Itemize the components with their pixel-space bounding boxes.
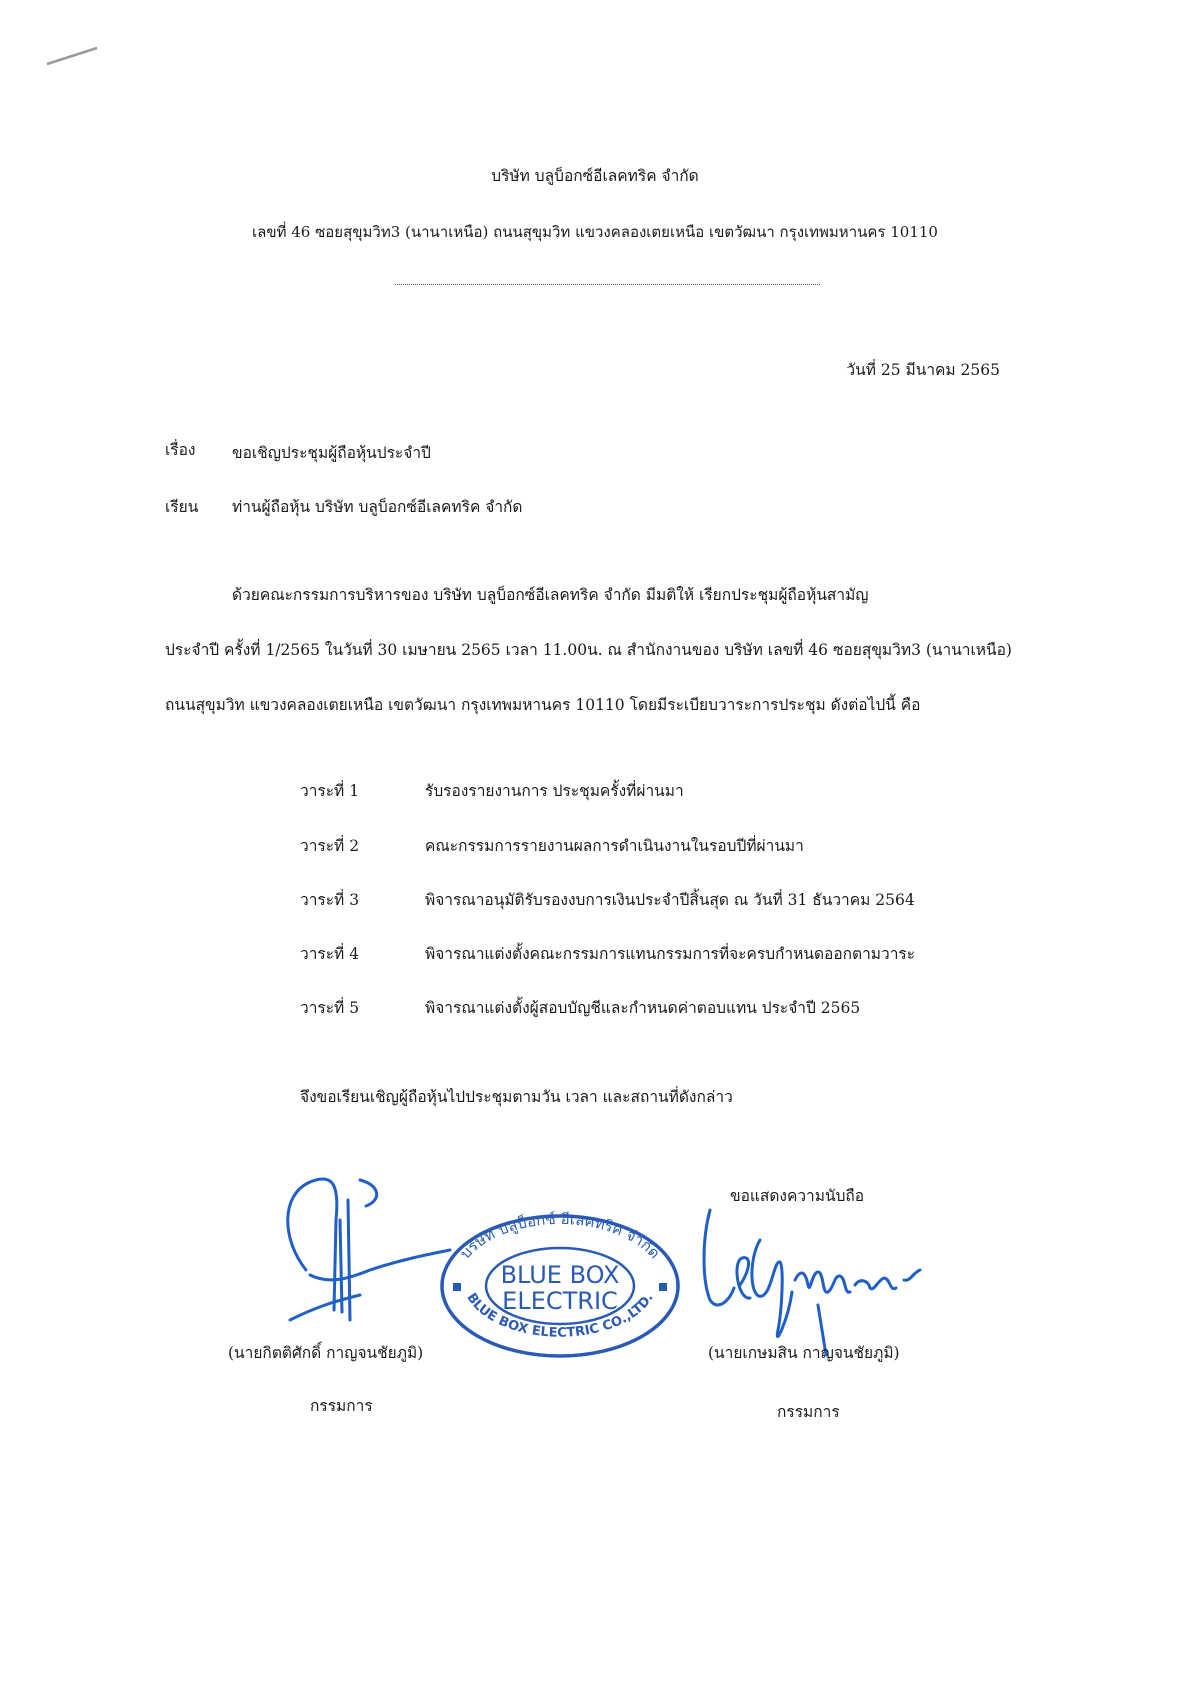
agenda-text: คณะกรรมการรายงานผลการดำเนินงานในรอบปีที่ผ่านมา — [425, 837, 804, 855]
regards-text: ขอแสดงความนับถือ — [730, 1187, 865, 1205]
signer-right-name: (นายเกษมสิน กาญจนชัยภูมิ) — [708, 1344, 900, 1362]
agenda-number: วาระที่ 5 — [300, 999, 360, 1017]
company-stamp — [435, 1208, 685, 1358]
agenda-number: วาระที่ 4 — [300, 945, 360, 963]
stamp-thai-ring: บริษัท บลูบ็อกซ์ อีเลคทริค จำกัด — [456, 1209, 664, 1263]
body-line-3: ถนนสุขุมวิท แขวงคลองเตยเหนือ เขตวัฒนา กรุงเทพมหานคร 10110 โดยมีระเบียบวาระการประชุม ดังต่อไปนี้ คือ — [165, 696, 921, 714]
to-text: ท่านผู้ถือหุ้น บริษัท บลูบ็อกซ์อีเลคทริค จำกัด — [232, 498, 523, 516]
stamp-eng-ring: BLUE BOX ELECTRIC CO.,LTD. — [463, 1290, 657, 1341]
subject-text: ขอเชิญประชุมผู้ถือหุ้นประจำปี — [232, 444, 431, 462]
subject-label: เรื่อง — [165, 441, 196, 459]
closing-text: จึงขอเรียนเชิญผู้ถือหุ้นไปประชุมตามวัน เวลา และสถานที่ดังกล่าว — [300, 1088, 733, 1106]
stamp-line-1: BLUE BOX — [500, 1261, 620, 1289]
agenda-number: วาระที่ 3 — [300, 891, 360, 909]
letter-date: วันที่ 25 มีนาคม 2565 — [846, 361, 1000, 379]
agenda-text: พิจารณาแต่งตั้งผู้สอบบัญชีและกำหนดค่าตอบแทน ประจำปี 2565 — [425, 999, 861, 1017]
body-line-1: ด้วยคณะกรรมการบริหารของ บริษัท บลูบ็อกซ์อีเลคทริค จำกัด มีมติให้ เรียกประชุมผู้ถือหุ้นสามัญ — [232, 586, 869, 604]
stamp-line-2: ELECTRIC — [502, 1287, 618, 1315]
to-label: เรียน — [165, 498, 199, 516]
scan-mark — [45, 42, 105, 72]
company-address: เลขที่ 46 ซอยสุขุมวิท3 (นานาเหนือ) ถนนสุขุมวิท แขวงคลองเตยเหนือ เขตวัฒนา กรุงเทพมหานคร 10110 — [252, 223, 938, 241]
agenda-number: วาระที่ 1 — [300, 782, 360, 800]
signer-right-title: กรรมการ — [777, 1403, 840, 1421]
signature-left — [270, 1160, 460, 1330]
agenda-number: วาระที่ 2 — [300, 837, 360, 855]
signer-left-name: (นายกิตติศักดิ์ กาญจนชัยภูมิ) — [228, 1344, 424, 1362]
dotted-divider — [395, 284, 820, 285]
agenda-text: พิจารณาอนุมัติรับรองงบการเงินประจำปีสิ้นสุด ณ วันที่ 31 ธันวาคม 2564 — [425, 891, 915, 909]
agenda-text: รับรองรายงานการ ประชุมครั้งที่ผ่านมา — [425, 782, 684, 800]
agenda-text: พิจารณาแต่งตั้งคณะกรรมการแทนกรรมการที่จะครบกำหนดออกตามวาระ — [425, 945, 916, 963]
company-name: บริษัท บลูบ็อกซ์อีเลคทริค จำกัด — [491, 167, 699, 185]
body-line-2: ประจำปี ครั้งที่ 1/2565 ในวันที่ 30 เมษายน 2565 เวลา 11.00น. ณ สำนักงานของ บริษัท เลขที่ 46 ซอยสุขุมวิท3 (นานาเหนือ) — [165, 641, 1012, 659]
signature-right — [700, 1200, 970, 1360]
signer-left-title: กรรมการ — [310, 1397, 373, 1415]
